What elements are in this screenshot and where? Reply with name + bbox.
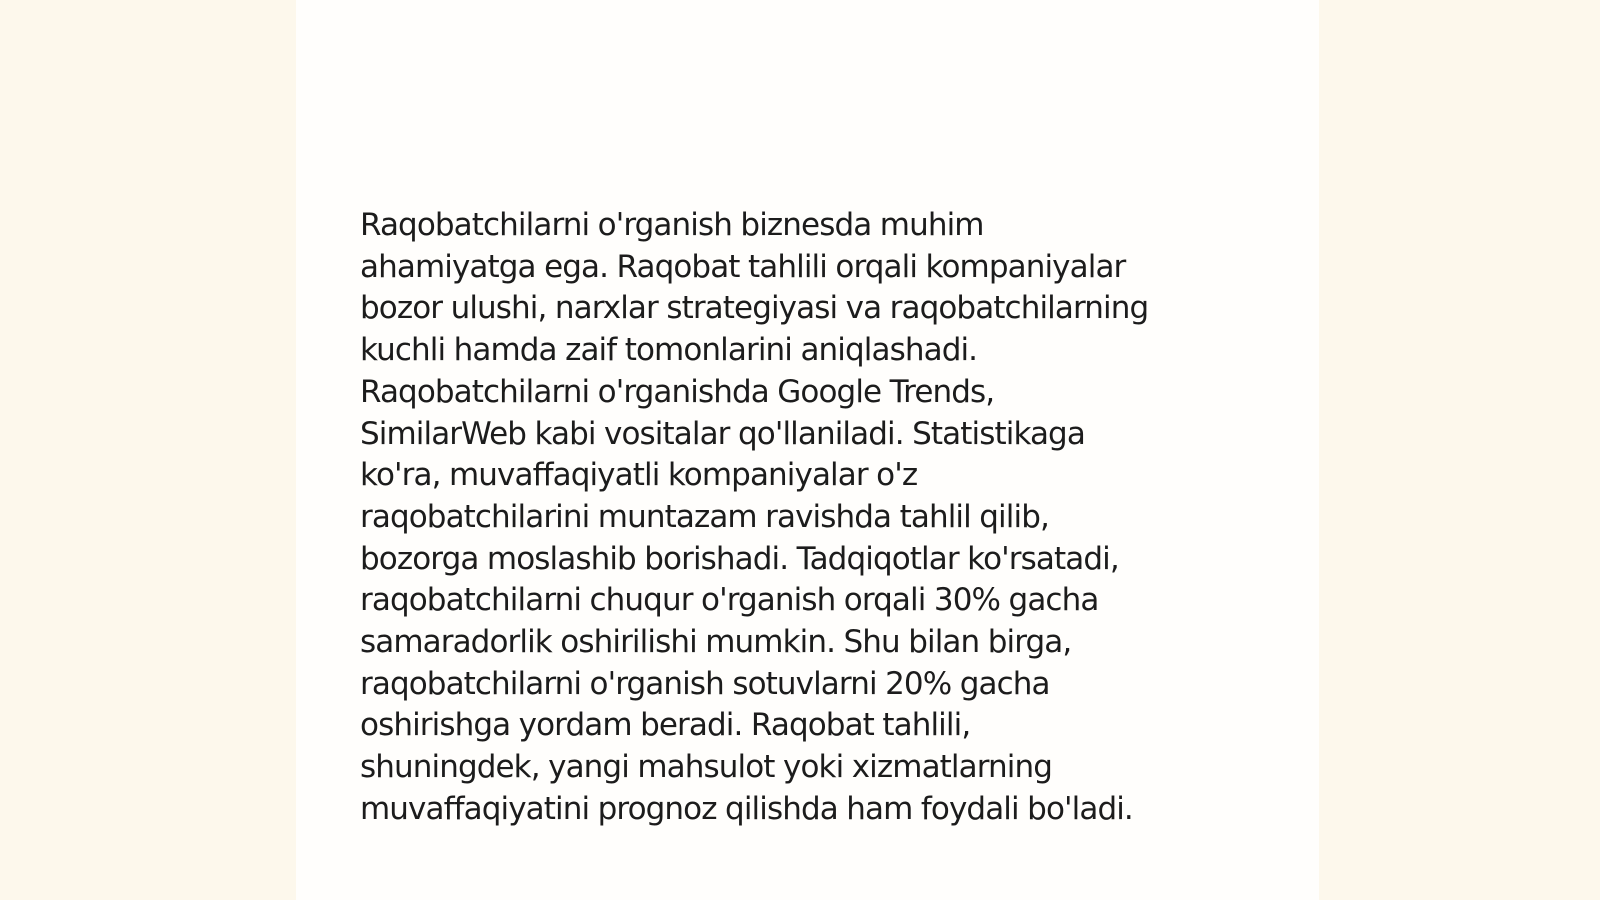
text-line: raqobatchilarni o'rganish sotuvlarni 20% gacha — [360, 665, 1050, 702]
text-line: Raqobatchilarni o'rganish biznesda muhim — [360, 207, 984, 243]
text-line: raqobatchilarini muntazam ravishda tahlil qilib, — [360, 498, 1049, 535]
text-line: oshirishga yordam beradi. Raqobat tahlili, — [360, 707, 971, 744]
slide-page — [296, 0, 1319, 900]
text-line: ko'ra, muvaffaqiyatli kompaniyalar o'z — [360, 457, 918, 494]
text-line: bozor ulushi, narxlar strategiyasi va raqobatchilarning — [360, 290, 1149, 327]
slide-body-text — [360, 205, 1260, 831]
text-line: raqobatchilarni chuqur o'rganish orqali 30% gacha — [360, 582, 1099, 619]
text-line: shuningdek, yangi mahsulot yoki xizmatlarning — [360, 749, 1053, 786]
text-line: Raqobatchilarni o'rganishda Google Trends, — [360, 373, 995, 410]
text-line: muvaffaqiyatini prognoz qilishda ham foydali bo'ladi. — [360, 790, 1133, 827]
text-line: samaradorlik oshirilishi mumkin. Shu bilan birga, — [360, 624, 1072, 661]
text-line: kuchli hamda zaif tomonlarini aniqlashadi. — [360, 332, 978, 369]
text-line: SimilarWeb kabi vositalar qo'llaniladi. Statistikaga — [360, 415, 1085, 452]
text-line: bozorga moslashib borishadi. Tadqiqotlar ko'rsatadi, — [360, 540, 1119, 577]
text-line: ahamiyatga ega. Raqobat tahlili orqali kompaniyalar — [360, 248, 1126, 285]
